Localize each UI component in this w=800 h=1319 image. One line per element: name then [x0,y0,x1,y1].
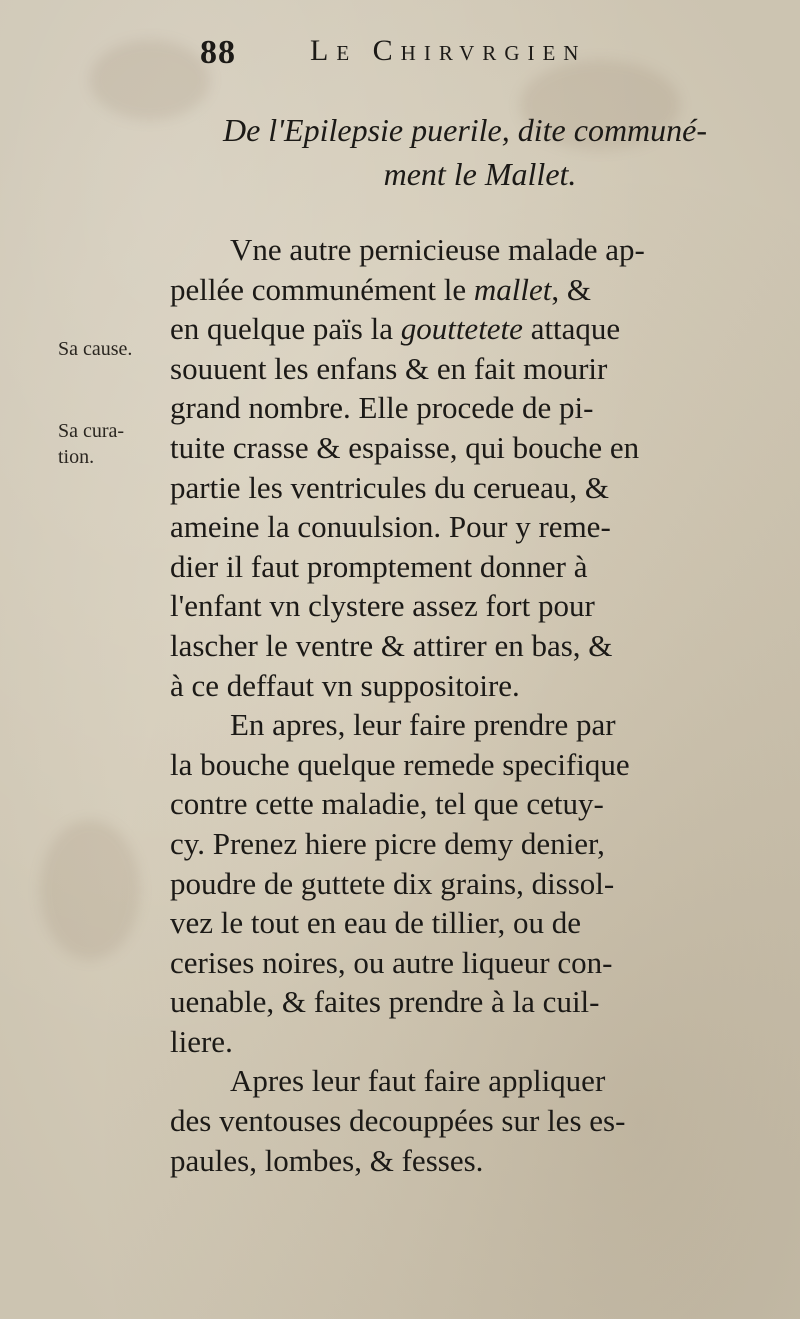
text-segment: cy. Prenez hiere picre demy denier, [170,825,605,861]
margin-note-line: Sa cause. [58,338,133,360]
text-segment: lascher le ventre & attirer en bas, & [170,627,613,663]
text-segment: attaque [522,311,621,347]
text-line [170,982,770,1022]
margin-note-cause [58,336,132,362]
text-line [170,943,770,983]
text-line [170,586,770,626]
text-line [170,230,770,270]
text-segment: , & [551,271,591,307]
text-line [170,547,770,587]
italic-term: mallet [473,271,552,307]
section-title [150,108,780,196]
text-line [170,745,770,785]
title-line: De l'Epilepsie puerile, dite communé- [222,112,708,148]
page-number: 88 [200,34,236,71]
text-segment: contre cette maladie, tel que cetuy- [170,786,604,822]
margin-note-cure [58,418,124,470]
text-segment: tuite crasse & espaisse, qui bouche en [170,429,640,465]
text-line [170,270,770,310]
text-segment: pellée communément le [170,271,474,307]
text-line [170,784,770,824]
text-segment: en quelque païs la [170,311,401,347]
text-line [170,903,770,943]
text-segment: cerises noires, ou autre liqueur con- [170,944,613,980]
text-segment: liere. [170,1023,233,1059]
text-line [170,705,770,745]
text-segment: dier il faut promptement donner à [170,548,588,584]
text-segment: partie les ventricules du cerueau, & [170,469,609,505]
running-head: Le Chirvrgien [310,34,587,67]
text-line [170,507,770,547]
text-segment: des ventouses decouppées sur les es- [170,1103,626,1139]
text-segment: Vne autre pernicieuse malade ap- [230,232,645,267]
text-segment: la bouche quelque remede specifique [170,746,630,782]
body-text [170,230,770,1180]
text-line [170,1141,770,1181]
text-segment: poudre de guttete dix grains, dissol- [170,865,615,901]
text-segment: ameine la conuulsion. Pour y reme- [170,509,611,545]
paper-stain [40,820,140,960]
text-segment: Apres leur faut faire appliquer [230,1063,606,1099]
text-segment: En apres, leur faire prendre par [230,707,616,743]
page-header [200,30,680,78]
text-line [170,349,770,389]
text-line [170,1061,770,1101]
text-segment: uenable, & faites prendre à la cuil- [170,984,600,1020]
text-line [170,309,770,349]
text-line [170,428,770,468]
italic-term: gouttetete [400,311,523,347]
text-segment: paules, lombes, & fesses. [170,1142,484,1178]
text-segment: grand nombre. Elle procede de pi- [170,390,594,426]
text-segment: l'enfant vn clystere assez fort pour [170,588,595,624]
text-line [170,824,770,864]
text-segment: à ce deffaut vn suppositoire. [170,667,520,703]
text-line [170,626,770,666]
text-line [170,666,770,706]
text-line [170,468,770,508]
margin-note-line: tion. [58,446,95,468]
text-line [170,1022,770,1062]
text-segment: vez le tout en eau de tillier, ou de [170,905,582,941]
text-line [170,1101,770,1141]
margin-note-line: Sa cura- [58,420,125,442]
title-line: ment le Mallet. [383,156,577,192]
text-line [170,864,770,904]
text-line [170,388,770,428]
text-segment: souuent les enfans & en fait mourir [170,350,608,386]
